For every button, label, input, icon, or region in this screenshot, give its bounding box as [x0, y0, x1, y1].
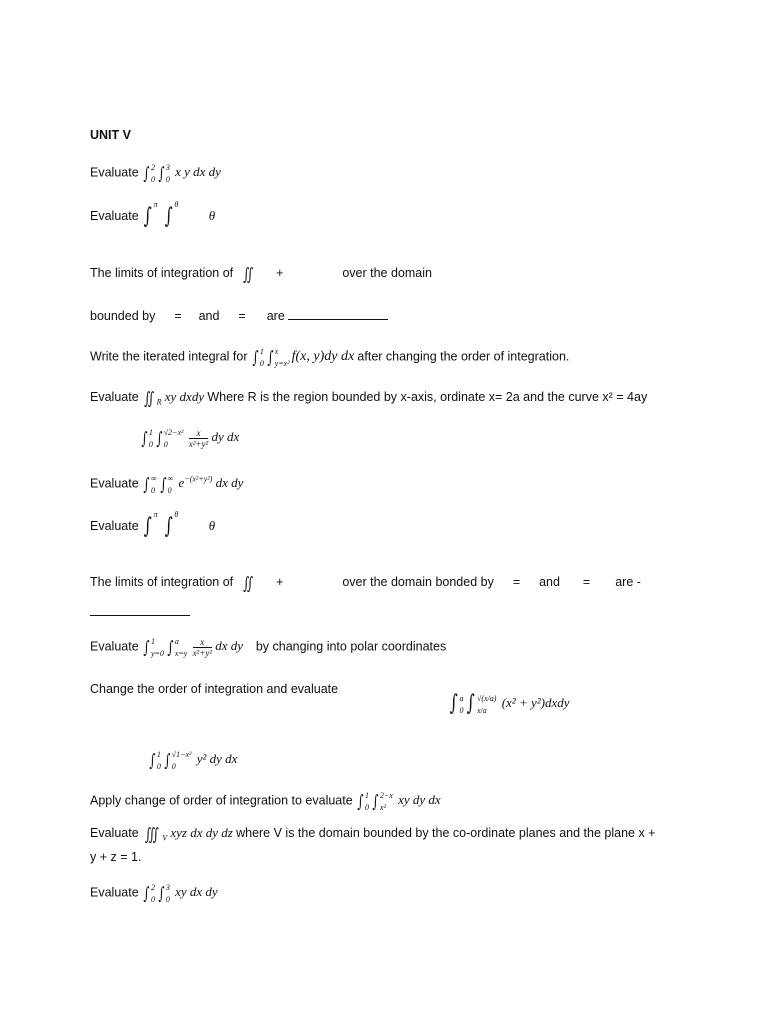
lower-limit: x=y: [174, 649, 188, 658]
upper-limit: a: [459, 694, 464, 703]
question-11-expression: [448, 691, 570, 717]
fraction: [193, 637, 212, 658]
integral-sign: ∫: [149, 751, 156, 772]
region-subscript: R: [156, 397, 162, 407]
lower-limit: 0: [151, 485, 155, 495]
integral-sign: ∫: [158, 164, 165, 185]
q1-label: Evaluate: [90, 165, 139, 180]
integral-sign: ∫: [357, 792, 364, 813]
lower-limit: 0: [459, 706, 464, 715]
question-8: [90, 510, 216, 539]
integral-sign: ∫: [143, 514, 152, 539]
q8-label: Evaluate: [90, 519, 139, 533]
question-11: [90, 681, 338, 697]
and-word: and: [539, 575, 560, 589]
integral-sign: ∫: [141, 429, 148, 450]
q3b-text-2: are: [266, 309, 285, 323]
question-7: [90, 472, 243, 495]
question-4: [90, 347, 569, 368]
q15-label: Evaluate: [90, 885, 139, 900]
q7-expression: dx dy: [215, 475, 244, 491]
plus-sign: +: [276, 266, 284, 280]
upper-limit: ∞: [167, 473, 174, 483]
integral-sign: ∫: [158, 884, 165, 905]
integral-sign: ∫: [164, 514, 173, 539]
q2-theta: θ: [208, 208, 216, 223]
upper-limit: √(x/a): [476, 694, 497, 703]
upper-limit: π: [153, 510, 158, 519]
q4-expression: f(x, y)dy dx: [291, 349, 355, 365]
upper-limit: ∞: [151, 473, 157, 483]
q14-text: where V is the domain bounded by the co-ordinate planes and the plane x +: [236, 826, 656, 840]
denominator: x²+y²: [188, 439, 209, 449]
upper-limit: 1: [148, 428, 153, 437]
plus-sign: +: [276, 575, 284, 589]
integral-sign: ∫: [143, 884, 150, 905]
upper-limit: 1: [156, 750, 161, 759]
q10-expression: dx dy: [215, 638, 244, 654]
q12-expression: y² dy dx: [196, 751, 238, 767]
question-13: [90, 791, 441, 812]
and-word: and: [198, 309, 220, 323]
lower-limit: 0: [167, 485, 172, 495]
question-14-cont: [90, 849, 141, 865]
q13-text: Apply change of order of integration to evaluate: [90, 793, 353, 808]
question-2: [90, 200, 216, 229]
upper-limit: 1: [259, 347, 264, 356]
integral-sign: ∫: [164, 204, 173, 229]
question-15: [90, 883, 218, 904]
q4-text-2: after changing the order of integration.: [357, 349, 570, 364]
q10-label: Evaluate: [90, 639, 139, 654]
upper-limit: 3: [165, 163, 170, 172]
upper-limit: 2: [151, 883, 155, 892]
integral-sign: ∫: [143, 638, 150, 659]
q10-text: by changing into polar coordinates: [255, 639, 447, 654]
q5-label: Evaluate: [90, 390, 139, 404]
q3b-text: bounded by: [90, 309, 156, 323]
q8-theta: θ: [208, 518, 216, 533]
upper-limit: 1: [151, 637, 155, 646]
upper-limit: 1: [365, 791, 370, 800]
q4-text: Write the iterated integral for: [90, 349, 248, 364]
denominator: x²+y²: [192, 648, 213, 658]
double-integral-sign: ∬: [242, 265, 253, 285]
integral-sign: ∫: [164, 751, 171, 772]
q5-text: Where R is the region bounded by x-axis, ordinate x= 2a and the curve x² = 4ay: [207, 390, 648, 404]
upper-limit: 2: [151, 163, 155, 172]
answer-blank: [288, 318, 388, 320]
integral-sign: ∫: [143, 475, 150, 496]
fraction: [189, 428, 208, 449]
q7-label: Evaluate: [90, 476, 139, 491]
upper-limit: 3: [165, 883, 170, 892]
question-14: [90, 825, 655, 847]
answer-blank-line: [90, 604, 190, 620]
q11-text: Change the order of integration and evaluate: [90, 682, 339, 696]
integral-sign: ∫: [267, 348, 274, 369]
integral-sign: ∫: [372, 792, 379, 813]
lower-limit: 0: [148, 440, 153, 449]
unit-heading: UNIT V: [90, 128, 131, 142]
lower-limit: 0: [151, 895, 155, 904]
lower-limit: x²: [379, 803, 386, 812]
lower-limit: x/a: [476, 706, 487, 715]
question-10: [90, 637, 446, 658]
question-6: [140, 428, 239, 449]
integral-sign: ∫: [252, 348, 259, 369]
q3-text: The limits of integration of: [90, 266, 234, 280]
lower-limit: y=0: [151, 649, 164, 658]
lower-limit: 0: [163, 440, 168, 449]
q6-expression: dy dx: [211, 429, 240, 445]
q1-expression: x y dx dy: [175, 164, 221, 180]
q14-label: Evaluate: [90, 826, 139, 840]
numerator: x: [193, 637, 212, 648]
upper-limit: x: [274, 347, 279, 356]
q13-expression: xy dy dx: [398, 792, 441, 808]
equals-sign: =: [174, 309, 182, 323]
exponent: −(x²+y²): [184, 475, 213, 484]
integral-sign: ∫: [156, 429, 163, 450]
upper-limit: a: [174, 637, 179, 646]
equals-sign: =: [238, 309, 246, 323]
question-1: [90, 163, 221, 184]
equals-sign: =: [512, 575, 521, 589]
lower-limit: 0: [365, 803, 370, 812]
q3-text-2: over the domain: [342, 266, 432, 280]
upper-limit: θ: [174, 200, 179, 209]
question-12: [148, 750, 237, 771]
upper-limit: √2−x²: [163, 428, 184, 437]
double-integral-sign: ∬: [242, 574, 253, 594]
q2-label: Evaluate: [90, 209, 139, 223]
integral-sign: ∫: [449, 691, 458, 717]
q15-expression: xy dx dy: [175, 884, 218, 900]
integral-sign: ∫: [160, 475, 167, 496]
integral-sign: ∫: [167, 638, 174, 659]
integral-sign: ∫: [143, 164, 150, 185]
triple-integral-sign: ∭: [145, 825, 160, 845]
question-3: [90, 265, 432, 283]
equals-sign: =: [582, 575, 591, 589]
question-9: [90, 574, 641, 592]
q9-text: The limits of integration of: [90, 575, 234, 589]
upper-limit: π: [153, 200, 158, 209]
upper-limit: 2−x: [379, 791, 393, 800]
integral-sign: ∫: [143, 204, 152, 229]
lower-limit: 0: [165, 895, 170, 904]
question-3-cont: [90, 308, 388, 324]
integral-sign: ∫: [467, 691, 476, 717]
lower-limit: 0: [259, 359, 264, 368]
lower-limit: 0: [156, 762, 161, 771]
q14-expression: xyz dx dy dz: [170, 825, 233, 840]
q9-text-3: are -: [615, 575, 641, 589]
answer-blank: [90, 614, 190, 616]
lower-limit: y=x²: [274, 359, 290, 368]
q5-expression: xy dxdy: [164, 389, 205, 404]
upper-limit: θ: [174, 510, 179, 519]
exp-base: e: [178, 475, 185, 491]
q9-text-2: over the domain bonded by: [342, 575, 494, 589]
region-subscript: V: [162, 833, 168, 843]
double-integral-sign: ∬: [144, 389, 155, 409]
question-5: [90, 389, 647, 411]
q14-text-2: y + z = 1.: [90, 850, 142, 864]
lower-limit: 0: [171, 762, 176, 771]
lower-limit: 0: [165, 175, 170, 184]
lower-limit: 0: [151, 175, 155, 184]
numerator: x: [189, 428, 208, 439]
q11-expression: (x² + y²)dxdy: [501, 695, 570, 711]
upper-limit: √1−x²: [171, 750, 192, 759]
